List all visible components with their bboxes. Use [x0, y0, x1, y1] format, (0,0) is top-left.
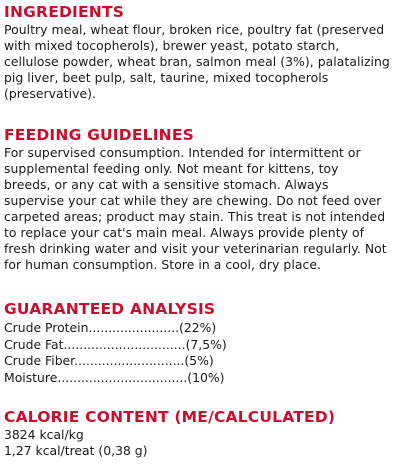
- ingredients-line: with mixed tocopherols), brewer yeast, potato starch,: [4, 38, 340, 53]
- feeding-line: to replace your cat's main meal. Always provide plenty of: [4, 225, 365, 240]
- feeding-line: supervise your cat while they are chewing. Do not feed over: [4, 193, 382, 208]
- feeding-line: For supervised consumption. Intended for intermittent or: [4, 145, 361, 160]
- ingredients-text: [4, 22, 408, 102]
- feeding-line: carpeted areas; product may stain. This treat is not intended: [4, 209, 386, 224]
- ingredients-line: (preservative).: [4, 86, 97, 101]
- ingredients-line: Poultry meal, wheat flour, broken rice, poultry fat (preserved: [4, 22, 385, 37]
- ingredients-heading: INGREDIENTS: [4, 3, 125, 21]
- guaranteed-analysis-heading: GUARANTEED ANALYSIS: [4, 300, 216, 318]
- ingredients-section: [4, 3, 408, 102]
- feeding-guidelines-section: [4, 126, 408, 273]
- calorie-content-section: [4, 408, 408, 459]
- feeding-line: fresh drinking water and visit your veterinarian regularly. Not: [4, 241, 387, 256]
- feeding-guidelines-text: [4, 145, 408, 273]
- calorie-content-heading: CALORIE CONTENT (ME/CALCULATED): [4, 408, 336, 426]
- calorie-per-kg: 3824 kcal/kg: [4, 427, 84, 442]
- calorie-list: [4, 427, 408, 459]
- calorie-per-treat: 1,27 kcal/treat (0,38 g): [4, 443, 148, 458]
- analysis-row-crude-protein: Crude Protein.......................(22%): [4, 320, 217, 335]
- guaranteed-analysis-section: [4, 300, 408, 386]
- analysis-row-crude-fat: Crude Fat...............................(7,5%): [4, 336, 227, 352]
- feeding-line: supplemental feeding only. Not meant for kittens, toy: [4, 161, 339, 176]
- analysis-row-crude-fiber: Crude Fiber............................(5%): [4, 353, 214, 368]
- analysis-row-moisture: Moisture.................................(10%): [4, 369, 225, 385]
- feeding-line: for human consumption. Store in a cool, dry place.: [4, 257, 321, 272]
- analysis-list: [4, 320, 408, 386]
- feeding-line: breeds, or any cat with a sensitive stomach. Always: [4, 177, 329, 192]
- ingredients-line: pig liver, beet pulp, salt, taurine, mixed tocopherols: [4, 70, 329, 85]
- ingredients-line: cellulose powder, wheat bran, salmon meal (3%), palatalizing: [4, 54, 390, 69]
- feeding-guidelines-heading: FEEDING GUIDELINES: [4, 126, 194, 144]
